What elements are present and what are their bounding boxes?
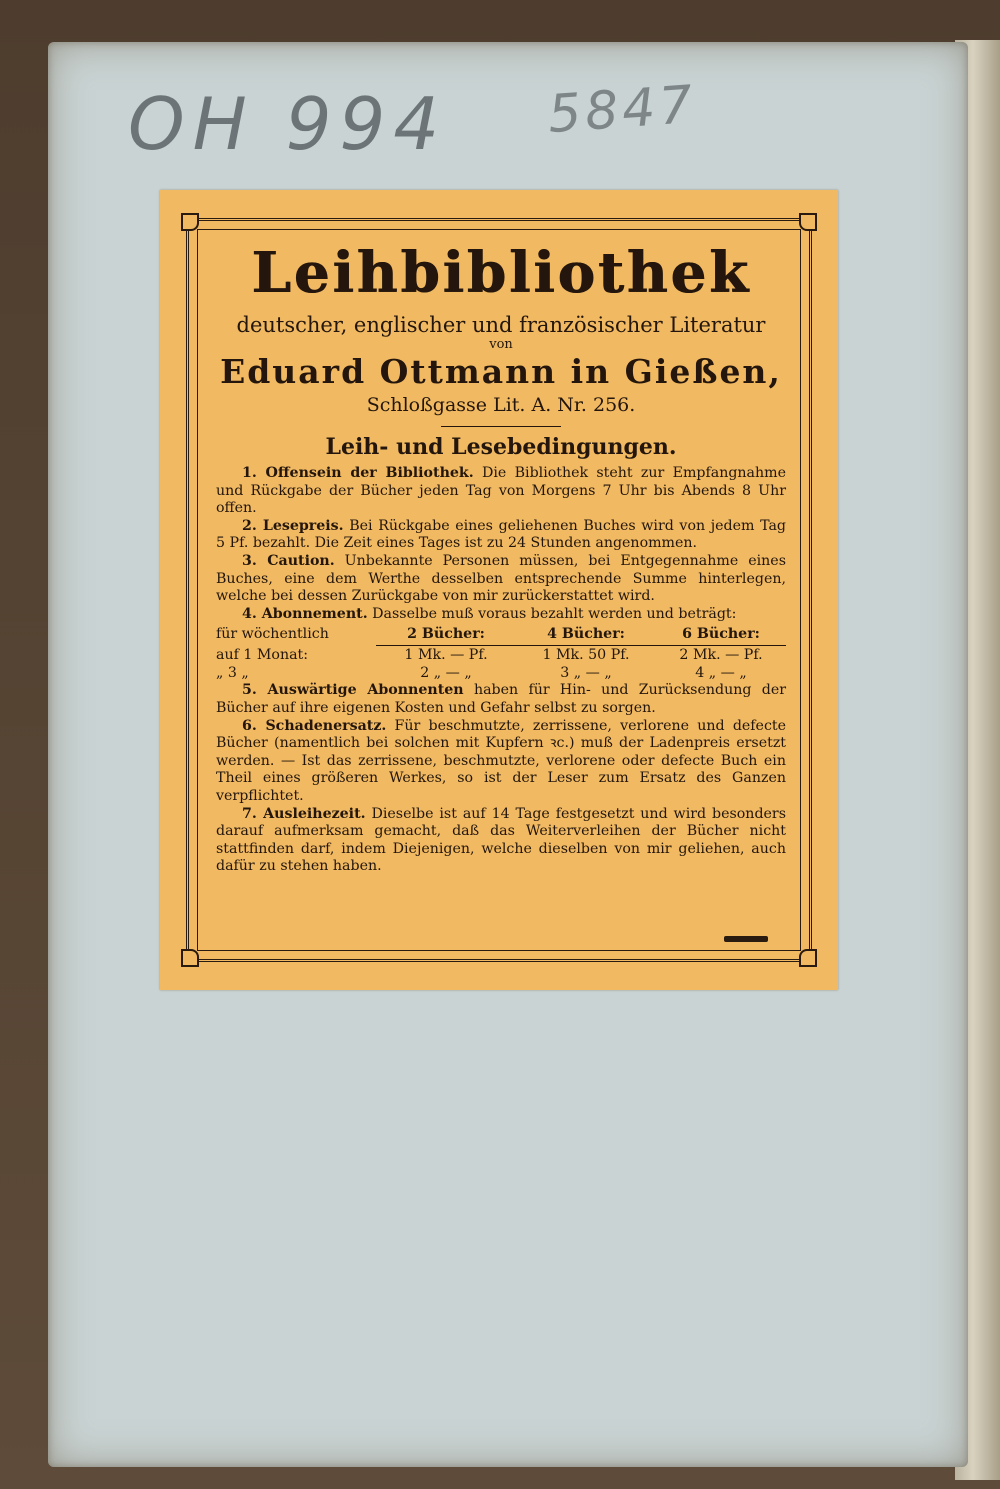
table-cell: 2 „ — „ (420, 665, 472, 682)
condition-4 (216, 606, 786, 624)
condition-6-head: 6. Schadenersatz. (242, 717, 387, 734)
table-cell: 1 Mk. 50 Pf. (542, 647, 630, 664)
handwritten-call-number: OH 994 (128, 82, 448, 166)
table-cell: 3 „ — „ (560, 665, 612, 682)
conditions-heading: Leih- und Lesebedingungen. (325, 434, 677, 460)
label-owner: Eduard Ottmann in Gießen, (220, 352, 782, 391)
corner-ornament (799, 949, 817, 967)
label-address: Schloßgasse Lit. A. Nr. 256. (366, 394, 636, 416)
condition-5 (216, 682, 786, 717)
table-header: 4 Bücher: (516, 625, 656, 646)
condition-1-head: 1. Offensein der Bibliothek. (242, 465, 474, 481)
condition-2-text: Bei Rückgabe eines geliehenen Buches wird von jedem Tag 5 Pf. bezahlt. Die Zeit eines Tages ist zu 24 Stunden angenommen. (216, 517, 786, 552)
table-cell: 1 Mk. — Pf. (404, 647, 488, 664)
label-content (216, 240, 786, 876)
condition-7 (216, 806, 786, 876)
condition-1 (216, 465, 786, 518)
condition-6 (216, 718, 786, 806)
condition-7-head: 7. Ausleihezeit. (242, 805, 366, 822)
table-cell: 2 Mk. — Pf. (679, 647, 763, 664)
condition-5-head: 5. Auswärtige Abonnenten (242, 682, 464, 699)
condition-3 (216, 553, 786, 606)
corner-ornament (181, 949, 199, 967)
table-cell: 4 „ — „ (695, 665, 747, 682)
library-label (160, 190, 838, 990)
divider (441, 426, 561, 427)
table-row-label: „ 3 „ (216, 665, 249, 682)
condition-6-text: Für beschmutzte, zerrissene, verlorene und defecte Bücher (namentlich bei solchen mit Kupfern ꝛc.) muß der Ladenpreis ersetzt werden. — Ist das zerrissene, beschmutzte, verlorene oder defecte Buch ein Theil eines größeren Werkes, so ist der Leser zum Ersatz des Ganzen verpflichtet. (216, 717, 786, 804)
table-header: 2 Bücher: (376, 625, 516, 646)
label-von: von (489, 337, 513, 352)
printer-mark (724, 936, 768, 942)
subscription-table (216, 625, 786, 682)
condition-2 (216, 518, 786, 553)
condition-5-text: haben für Hin- und Zurücksendung der Bücher auf ihre eigenen Kosten und Gefahr selbst zu sorgen. (216, 682, 787, 716)
table-row-label: auf 1 Monat: (216, 647, 309, 664)
table-header: 6 Bücher: (656, 625, 786, 646)
corner-ornament (181, 213, 199, 231)
condition-1-text: Die Bibliothek steht zur Empfangnahme und Rückgabe der Bücher jeden Tag von Morgens 7 Uhr bis Abends 8 Uhr offen. (216, 465, 787, 517)
condition-4-text: Dasselbe muß voraus bezahlt werden und beträgt: (372, 605, 737, 622)
condition-3-text: Unbekannte Personen müssen, bei Entgegennahme eines Buches, eine dem Werthe desselben entsprechende Summe hinterlegen, welche bei dessen Zurückgabe von mir zurückerstattet wird. (216, 552, 786, 605)
condition-7-text: Dieselbe ist auf 14 Tage festgesetzt und wird besonders darauf aufmerksam gemacht, daß das Weiterverleihen der Bücher nicht stattfinden darf, indem Diejenigen, welche dieselben von mir geliehen, auch dafür zu stehen haben. (216, 805, 786, 875)
label-title: Leihbibliothek (251, 240, 751, 306)
condition-2-head: 2. Lesepreis. (242, 517, 344, 534)
condition-4-head: 4. Abonnement. (242, 605, 368, 622)
handwritten-inventory-number: 5847 (546, 74, 699, 146)
table-row-label-header: für wöchentlich (216, 626, 329, 643)
corner-ornament (799, 213, 817, 231)
condition-3-head: 3. Caution. (242, 552, 335, 569)
label-subtitle: deutscher, englischer und französischer Literatur (236, 313, 766, 337)
